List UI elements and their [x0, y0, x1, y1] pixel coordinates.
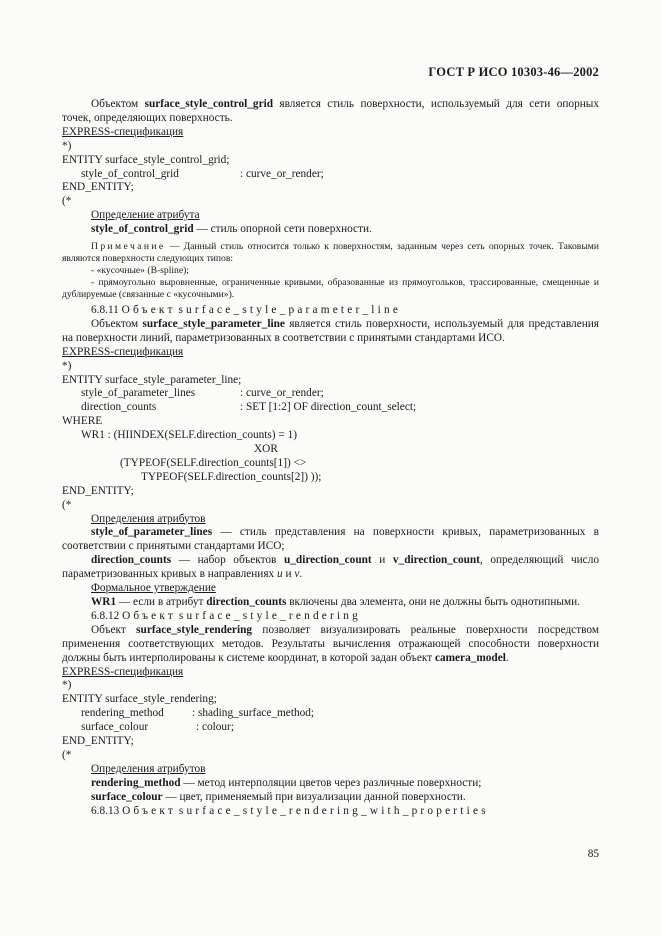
definition: style_of_control_grid — стиль опорной сети поверхности. — [91, 223, 372, 236]
attr-type: : shading_surface_method; — [192, 707, 315, 720]
section-heading-6-8-11: 6.8.11 Объект surface_style_parameter_line — [91, 304, 402, 317]
text: является стиль поверхности, используемый для сети опорных точек, определяющих поверхность. — [62, 98, 600, 124]
definition: surface_colour — цвет, применяемый при визуализации данной поверхности. — [91, 790, 466, 803]
note-word: Примечание — [91, 241, 166, 253]
paragraph-control-grid — [62, 98, 599, 126]
star-open: *) — [62, 359, 72, 372]
attr-name: direction_counts — [81, 401, 157, 414]
definition-heading: Определение атрибута — [91, 209, 200, 222]
definition: rendering_method — метод интерполяции цветов через различные поверхности; — [91, 776, 482, 789]
entity-line: ENTITY surface_style_rendering; — [62, 693, 217, 706]
attr-type: : SET [1:2] OF direction_count_select; — [240, 401, 417, 414]
page-number: 85 — [587, 848, 599, 860]
formal-heading: Формальное утверждение — [91, 582, 216, 595]
section-heading-6-8-12: 6.8.12 Объект surface_style_rendering — [91, 609, 362, 622]
entity-line: ENTITY surface_style_parameter_line; — [62, 373, 242, 386]
attr-name: style_of_control_grid — [81, 167, 179, 180]
end-entity: END_ENTITY; — [62, 181, 134, 194]
attribute-line — [62, 721, 599, 735]
attr-type: : curve_or_render; — [240, 167, 324, 180]
paragraph-rendering: Объект surface_style_rendering позволяет визуализировать реальные поверхности посредством применения соответствующих методов. Результаты вычисления отражающей способности поверхности должны быть интерполированы к системе координат, в которой задан объект camera_model. — [62, 623, 599, 664]
attr-type: : colour; — [196, 721, 234, 734]
definition: style_of_parameter_lines — стиль представления на поверхности кривых, параметризованных в соответствии с принятыми стандартами ИСО; — [62, 526, 599, 553]
rule-line: TYPEOF(SELF.direction_counts[2]) )); — [141, 470, 322, 483]
definitions-heading: Определения атрибутов — [91, 512, 206, 525]
end-entity: END_ENTITY; — [62, 735, 134, 748]
attribute-line — [62, 401, 599, 415]
definitions-heading: Определения атрибутов — [91, 762, 206, 775]
star-close: (* — [62, 195, 72, 208]
section-heading-6-8-13: 6.8.13 Объект surface_style_rendering_with_properties — [91, 804, 489, 817]
definition: direction_counts — набор объектов u_direction_count и v_direction_count, определяющий число параметризованных кривых в направлениях u и v. — [62, 554, 599, 581]
star-open: *) — [62, 139, 72, 152]
attr-name: rendering_method — [81, 707, 164, 720]
where-keyword: WHERE — [62, 415, 103, 428]
star-open: *) — [62, 679, 72, 692]
attribute-line — [62, 707, 599, 721]
note-item: - прямоугольно выровненные, ограниченные кривыми, образованные из прямоугольков, трассированные, смещенные и дублируемые (связанные с «кусочными»). — [62, 277, 599, 301]
attribute-line — [62, 387, 599, 401]
formal-rule: WR1 — если в атрибут direction_counts включены два элемента, они не должны быть однотипными. — [91, 596, 580, 608]
star-close: (* — [62, 498, 72, 511]
rule-line: WR1 : (HIINDEX(SELF.direction_counts) = 1) — [81, 429, 297, 442]
star-close: (* — [62, 748, 72, 761]
page-content — [62, 98, 599, 818]
rule-line: XOR — [254, 443, 278, 456]
attribute-line — [62, 168, 599, 182]
express-label: EXPRESS-спецификация — [62, 125, 184, 138]
express-label: EXPRESS-спецификация — [62, 665, 184, 678]
express-label: EXPRESS-спецификация — [62, 345, 184, 358]
rule-line: (TYPEOF(SELF.direction_counts[1]) <> — [120, 456, 307, 469]
attr-type: : curve_or_render; — [240, 387, 324, 400]
paragraph-parameter-line: Объектом surface_style_parameter_line является стиль поверхности, используемый для представления на поверхности линий, параметризованных в соответствии с принятыми стандартами ИСО. — [62, 317, 599, 344]
note-item: - «кусочные» (B-spline); — [91, 265, 189, 277]
page-header: ГОСТ Р ИСО 10303-46—2002 — [428, 65, 599, 79]
end-entity: END_ENTITY; — [62, 484, 134, 497]
attr-name: style_of_parameter_lines — [81, 387, 196, 400]
note: Примечание — Данный стиль относится только к поверхностям, заданным через сеть опорных точек. Таковыми являются поверхности следующих типов: — [62, 241, 599, 265]
text: Объектом — [91, 98, 145, 110]
entity-line: ENTITY surface_style_control_grid; — [62, 153, 230, 166]
entity-name: surface_style_control_grid — [144, 98, 274, 110]
attr-name: surface_colour — [81, 721, 149, 734]
